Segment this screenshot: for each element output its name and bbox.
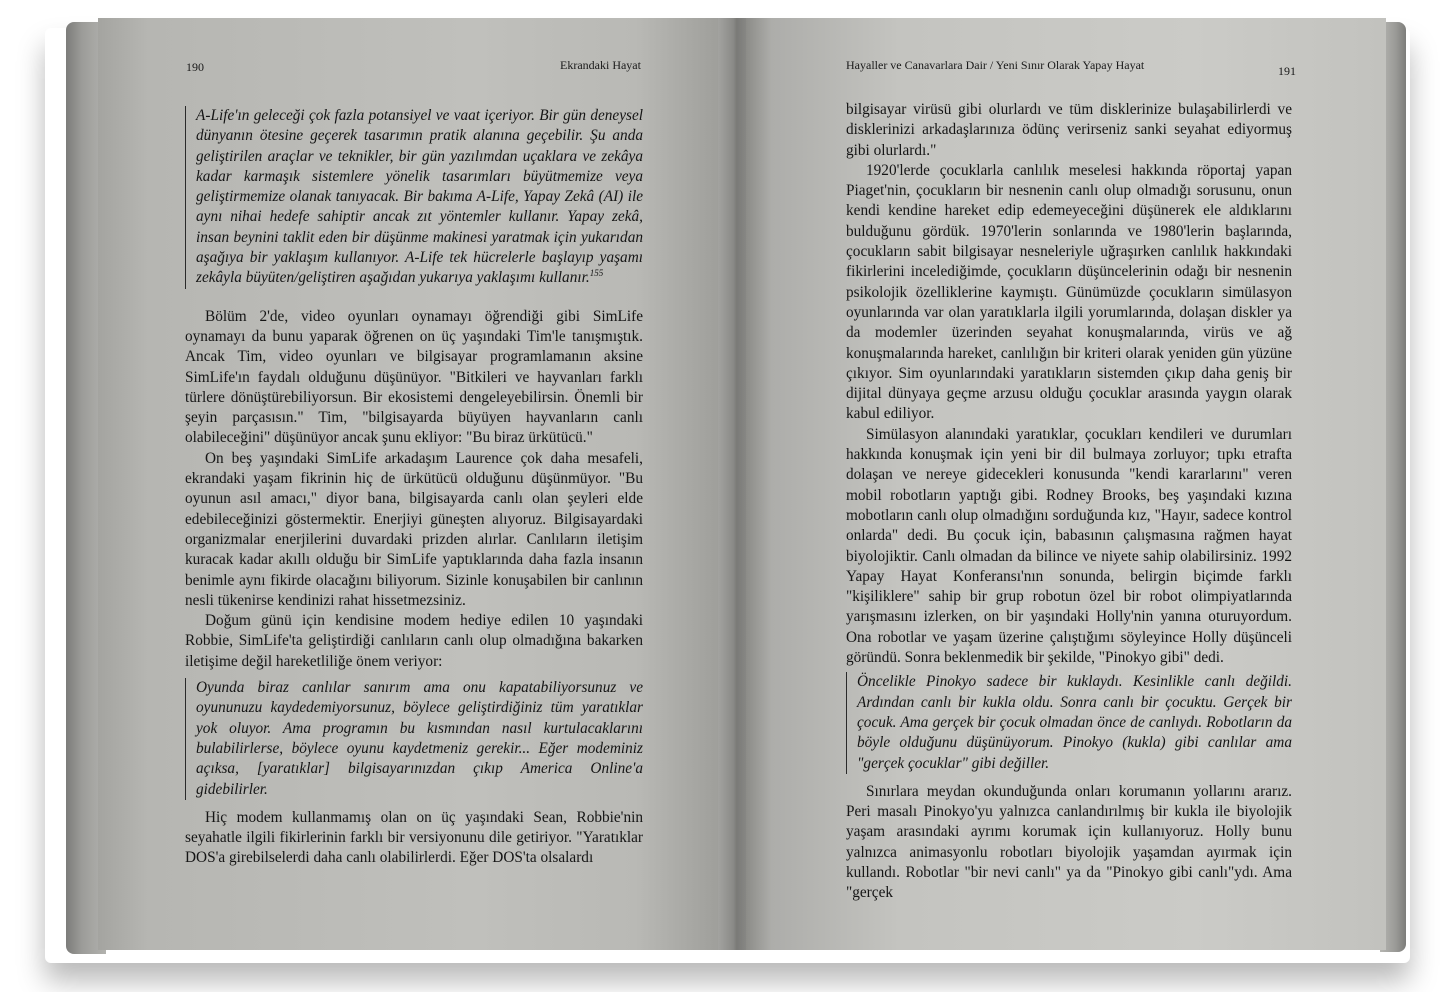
paragraph: Doğum günü için kendisine modem hediye edilen 10 yaşındaki Robbie, SimLife'ta geliştirdiği canlıların canlı olup olmadığına bakarken iletişime değil hareketliliğe önem veriyor: [185, 612, 643, 670]
left-page [98, 18, 724, 950]
left-page-body [185, 106, 643, 869]
page-number-left: 190 [186, 60, 204, 74]
paragraph: bilgisayar virüsü gibi olurlardı ve tüm disklerinize bulaşabilirlerdi ve disklerinizi arkadaşlarınıza ödünç verirseniz sanki seyahat ediyormuş gibi olurlardı." [846, 101, 1292, 159]
footnote-marker: 155 [589, 268, 604, 279]
quote-text: Öncelikle Pinokyo sadece bir kuklaydı. Kesinlikle canlı değildi. Ardından canlı bir kukla oldu. Sonra canlı bir çocuktu. Gerçek bir çocuk. Ama gerçek bir çocuk olmadan önce de canlıydı. Robotların da böyle olduğunu düşünüyorum. Pinokyo (kukla) gibi canlılar ama "gerçek çocuklar" gibi değiller. [857, 673, 1292, 772]
right-page [746, 18, 1386, 950]
page-number-right: 191 [1278, 64, 1296, 78]
paragraph: Sınırlara meydan okunduğunda onları korumanın yollarını ararız. Peri masalı Pinokyo'yu yalnızca canlandırılmış bir kukla ile biyolojik yaşam arasındaki ayrımı korumak için kullanıyoruz. Holly bunu yalnızca animasyonlu robotları biyolojik yaşamdan ayırmak için kullandı. Robotlar "bir nevi canlı" ya da "Pinokyo gibi canlı"ydı. Ama "gerçek [846, 782, 1292, 902]
running-head-right: Hayaller ve Canavarlara Dair / Yeni Sınır Olarak Yapay Hayat [846, 58, 1145, 72]
quote-text: A-Life'ın geleceği çok fazla potansiyel ve vaat içeriyor. Bir gün deneysel dünyanın ötesine geçerek tasarımın pratik alanına geçebilir. Şu anda geliştirilen araçlar ve teknikler, bir gün yazılımdan uçaklara ve zekâya kadar karmaşık sistemlere yönelik tasarımları büyütmemize veya geliştirmemize olanak tanıyacak. Bir bakıma A-Life, Yapay Zekâ (AI) ile aynı nihai hedefe sahiptir ancak zıt yöntemler kullanır. Yapay zekâ, insan beynini taklit eden bir düşünme makinesi yaratmak için yukarıdan aşağıya bir yaklaşım kullanıyor. A-Life tek hücrelerle başlayıp yaşamı zekâyla büyüten/geliştiren aşağıdan yukarıya yaklaşımı kullanır. [196, 107, 643, 287]
right-page-body [846, 100, 1292, 904]
paragraph: Hiç modem kullanmamış olan on üç yaşındaki Sean, Robbie'nin seyahatle ilgili fikirlerinin farklı bir versiyonunu dile getiriyor. "Yaratıklar DOS'a girebilselerdi daha canlı olabilirlerdi. Eğer DOS'ta olsalardı [185, 808, 643, 867]
quote-text: Oyunda biraz canlılar sanırım ama onu kapatabiliyorsunuz ve oyununuzu kaydedemiyorsunuz, böylece geliştirdiğiniz tüm yaratıklar yok oluyor. Ama programın bu kısmından nasıl kurtulacaklarını bulabilirlerse, böylece oyunu kaydetmeniz gerekir... Eğer modeminiz açıksa, [yaratıklar] bilgisayarınızdan çıkıp America Online'a gidebilirler. [196, 679, 643, 798]
block-quote-a-life [185, 106, 643, 289]
paragraph: 1920'lerde çocuklarla canlılık meselesi hakkında röportaj yapan Piaget'nin, çocukların bir nesnenin canlı olup olmadığı sorusunu, onun kendi kendine hareket edip edemeyeceğini düşünerek ele aldıklarını bulduğunu gördük. 1970'lerin sonlarında ve 1980'lerin başlarında, çocukların sabit bilgisayar nesneleriyle uğraşırken canlılık hakkındaki fikirlerini incelediğimde, çocukların düşüncelerinin odağı bir nesnenin psikolojik özelliklerine kaymıştı. Günümüzde çocukların simülasyon oyunlarında var olan yaratıklarla ilgili yorumlarında, dolaşan diskler ya da modemler üzerinden seyahat konuşmalarında, virüs ve ağ konuşmalarında hareket, canlılığın bir kriteri olarak yeniden gün yüzüne çıkıyor. Sim oyunlarındaki yaratıkların sistemden çıkıp daha geniş bir dijital dünyaya geçme arzusu olduğu çocuklar arasında yaygın olarak kabul ediliyor. [846, 161, 1292, 423]
paragraph: On beş yaşındaki SimLife arkadaşım Laurence çok daha mesafeli, ekrandaki yaşam fikrinin hiç de ürkütücü olduğunu düşünmüyor. "Bu oyunun asıl amacı," diyor bana, bilgisayarda canlı olan şeyleri elde edebileceğinizi göstermektir. Enerjiyi güneşten alıyoruz. Bilgisayardaki organizmalar enerjilerini duvardaki prizden alırlar. Canlıların iletişim kuracak kadar akıllı olduğu bir SimLife yaptıklarında daha fazla insanın benimle aynı fikirde olacağını biliyorum. Sizinle konuşabilen bir canlının nesli tükenirse kendinizi rahat hissetmezsiniz. [185, 449, 643, 609]
paragraph: Bölüm 2'de, video oyunları oynamayı öğrendiği gibi SimLife oynamayı da bunu yaparak öğrenen on üç yaşındaki Tim'le tanışmıştık. Ancak Tim, video oyunları ve bilgisayar programlamanın aksine SimLife'ın faydalı olduğunu düşünüyor. "Bitkileri ve hayvanları farklı türlere dönüştürebiliyorsun. Bir ekosistemi dengeleyebilirsin. Önemli bir şeyin parçasısın." Tim, "bilgisayarda büyüyen hayvanların canlı olabileceğini" düşünüyor ancak şunu ekliyor: "Bu biraz ürkütücü." [185, 307, 643, 447]
running-head-left: Ekrandaki Hayat [560, 58, 641, 72]
block-quote-robbie [185, 678, 643, 800]
paragraph: Simülasyon alanındaki yaratıklar, çocukları kendileri ve durumları hakkında konuşmak için yeni bir dil bulmaya zorluyor; tıpkı etrafta dolaşan ve nereye gidecekleri konusunda "kendi kararlarını" veren mobil robotların yaptığı gibi. Rodney Brooks, beş yaşındaki kızına mobotların canlı olup olmadığını sorduğunda kız, "Hayır, sadece kontrol onlarda" dedi. Bu çocuk için, babasının çalışmasına rağmen hayat biyolojiktir. Canlı olmadan da bilince ve niyete sahip olabilirsiniz. 1992 Yapay Hayat Konferansı'nın sonunda, belirgin biçimde farklı "kişiliklere" sahip bir grup robotun özel bir robot olimpiyatlarında yarışmasını izlerken, on bir yaşındaki Holly'nin yanına oturuyordum. Ona robotlar ve yaşam üzerine çalıştığımı söyleyince Holly düşünceli göründü. Sonra beklenmedik bir şekilde, "Pinokyo gibi" dedi. [846, 425, 1292, 667]
block-quote-pinokyo [846, 672, 1292, 773]
